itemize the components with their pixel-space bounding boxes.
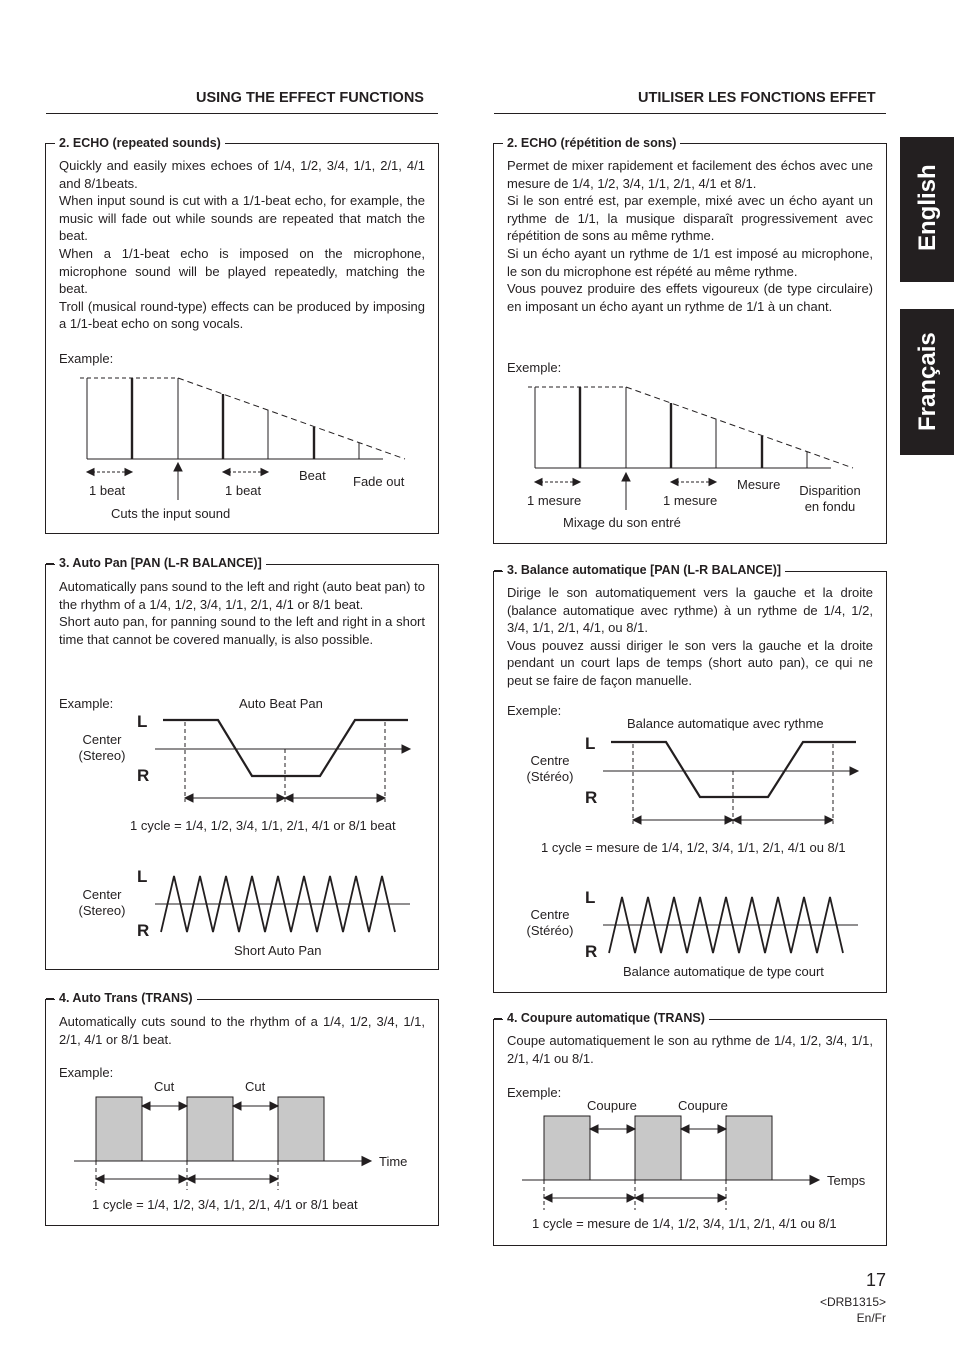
trans-fr-pulse [726,1116,772,1180]
trans-en-time-label: Time [379,1154,408,1169]
trans-fr-arrowhead [635,1194,643,1202]
trans-fr-arrowhead [681,1125,689,1133]
echo-en-p3: When a 1/1-beat echo is imposed on the microphone, microphone sound will be played repeatedly, matching the beat. [59,245,425,297]
pan-en-example: Example: [59,696,114,711]
trans-en-cycle-label: 1 cycle = 1/4, 1/2, 3/4, 1/1, 2/1, 4/1 or 8/1 beat [92,1197,358,1212]
header-left: USING THE EFFECT FUNCTIONS [196,90,424,106]
echo-en-beat2-label: 1 beat [225,483,262,498]
echo-fr-fade-line2: en fondu [804,499,856,514]
trans-fr-arrowhead [544,1194,552,1202]
trans-fr-pulse [635,1116,681,1180]
pan-en-R1: R [137,766,150,785]
echo-en-fade-label: Fade out [353,474,405,489]
echo-fr-title: 2. ECHO (répétition de sons) [503,136,680,151]
pan-en-title: 3. Auto Pan [PAN (L-R BALANCE)] [55,556,266,571]
trans-fr-cut2-label: Coupure [678,1098,728,1113]
page-number: 17 [866,1270,887,1290]
pan-fr-R2: R [585,942,598,961]
echo-fr-fade-line1: Disparition [799,483,861,498]
trans-en-title: 4. Auto Trans (TRANS) [55,991,197,1006]
pan-fr-center2-line1: Centre [530,907,570,922]
pan-fr-center2-line2: (Stéréo) [526,923,574,938]
echo-fr-p4: Vous pouvez produire des effets vigoureux (de type circulaire) en imposant un écho ayant un rythme de 1/1 à un chant. [507,281,873,314]
echo-en-title: 2. ECHO (repeated sounds) [55,136,225,151]
trans-fr-p1: Coupe automatiquement le son au rythme de 1/4, 1/2, 3/4, 1/1, 2/1, 4/1 ou 8/1. [507,1033,873,1066]
trans-fr-arrowhead [590,1125,598,1133]
echo-fr-beat-label: Mesure [737,477,781,492]
trans-en-p1: Automatically cuts sound to the rhythm of a 1/4, 1/2, 3/4, 1/1, 2/1, 4/1 or 8/1 beat. [59,1014,425,1047]
pan-en-p2: Short auto pan, for panning sound to the left and right in a short time that cannot be covered manually, is also possible. [59,614,425,647]
pan-fr-p1: Dirige le son automatiquement vers la gauche et la droite (balance automatique avec rythme) à un rythme de 1/4, 1/2, 3/4, 1/1, 2/1, 4/1, ou 8/1. [507,585,873,636]
pan-fr-R1: R [585,788,598,807]
doc-code-id: <DRB1315> [819,1295,886,1309]
trans-en-cut1-label: Cut [154,1079,175,1094]
tab-french-label: Français [914,332,941,431]
trans-fr-title: 4. Coupure automatique (TRANS) [503,1011,709,1026]
pan-en-center2-line2: (Stereo) [78,903,126,918]
trans-fr-cycle-label: 1 cycle = mesure de 1/4, 1/2, 3/4, 1/1, 2/1, 4/1 ou 8/1 [532,1216,837,1231]
echo-en-p1: Quickly and easily mixes echoes of 1/4, 1/2, 3/4, 1/1, 2/1, 4/1 and 8/1beats. [59,158,425,191]
trans-fr-arrowhead [627,1194,635,1202]
pan-en-p1: Automatically pans sound to the left and right (auto beat pan) to the rhythm of a 1/4, 1/2, 3/4, 1/1, 2/1, 4/1 or 8/1 beat. [59,579,425,612]
pan-en-short-label: Short Auto Pan [234,943,322,958]
echo-en-p4: Troll (musical round-type) effects can be produced by imposing a 1/1-beat echo on song vocals. [59,298,425,332]
doc-code [786,1294,886,1326]
pan-en-auto-beat-label: Auto Beat Pan [239,696,323,711]
trans-fr-example: Exemple: [507,1085,562,1100]
echo-fr-cuts-label: Mixage du son entré [563,515,681,530]
pan-fr-L1: L [585,734,596,753]
pan-en-L1: L [137,712,148,731]
echo-fr-beat1-label: 1 mesure [527,493,582,508]
echo-en-example: Example: [59,351,114,366]
pan-fr-short-label: Balance automatique de type court [623,964,824,979]
header-right: UTILISER LES FONCTIONS EFFET [638,90,876,106]
pan-fr-center1-line2: (Stéréo) [526,769,574,784]
trans-fr-arrowhead [627,1125,635,1133]
echo-fr-p1: Permet de mixer rapidement et facilement des échos avec une mesure de 1/4, 1/2, 3/4, 1/1, 2/1, 4/1 et 8/1. [507,158,873,191]
echo-fr-p2: Si le son entré est, par exemple, mixé avec un écho ayant un rythme de 1/1, la musique disparaît progressivement avec répétition de sons au même rythme. [507,193,873,244]
pan-en-center1-line2: (Stereo) [78,748,126,763]
echo-en-beat-label: Beat [299,468,326,483]
pan-fr-p2: Vous pouvez aussi diriger le son vers la gauche et la droite pendant un court laps de temps (short auto pan), ce qui ne peut se faire de façon manuelle. [507,637,873,688]
trans-fr-pulse [544,1116,590,1180]
pan-en-cycle-label: 1 cycle = 1/4, 1/2, 3/4, 1/1, 2/1, 4/1 or 8/1 beat [130,818,396,833]
trans-en-example: Example: [59,1065,114,1080]
doc-code-lang: En/Fr [856,1311,886,1325]
pan-fr-center1-line1: Centre [530,753,570,768]
pan-en-R2: R [137,921,150,940]
tab-english-label: English [914,164,941,251]
echo-fr-beat2-label: 1 mesure [663,493,718,508]
trans-fr-time-arrowhead [810,1176,819,1185]
echo-en-beat1-label: 1 beat [89,483,126,498]
pan-fr-cycle-label: 1 cycle = mesure de 1/4, 1/2, 3/4, 1/1, 2/1, 4/1 ou 8/1 [541,840,846,855]
echo-fr-p3: Si un écho ayant un rythme de 1/1 est imposé au microphone, le son du microphone est répété au même rythme. [507,245,873,279]
echo-en-p2: When input sound is cut with a 1/1-beat echo, for example, the music will fade out while sounds are repeated that match the beat. [59,193,425,244]
trans-fr-arrowhead [718,1125,726,1133]
pan-fr-title: 3. Balance automatique [PAN (L-R BALANCE)] [503,563,785,578]
trans-en-cut2-label: Cut [245,1079,266,1094]
echo-en-cuts-label: Cuts the input sound [111,506,231,521]
trans-fr-time-label: Temps [827,1173,866,1188]
trans-fr-arrowhead [718,1194,726,1202]
pan-fr-L2: L [585,888,596,907]
trans-fr-cut1-label: Coupure [587,1098,637,1113]
pan-en-center1-line1: Center [82,732,122,747]
echo-fr-example: Exemple: [507,360,562,375]
pan-en-L2: L [137,867,148,886]
pan-fr-example: Exemple: [507,703,562,718]
pan-fr-auto-beat-label: Balance automatique avec rythme [627,716,824,731]
pan-en-center2-line1: Center [82,887,122,902]
